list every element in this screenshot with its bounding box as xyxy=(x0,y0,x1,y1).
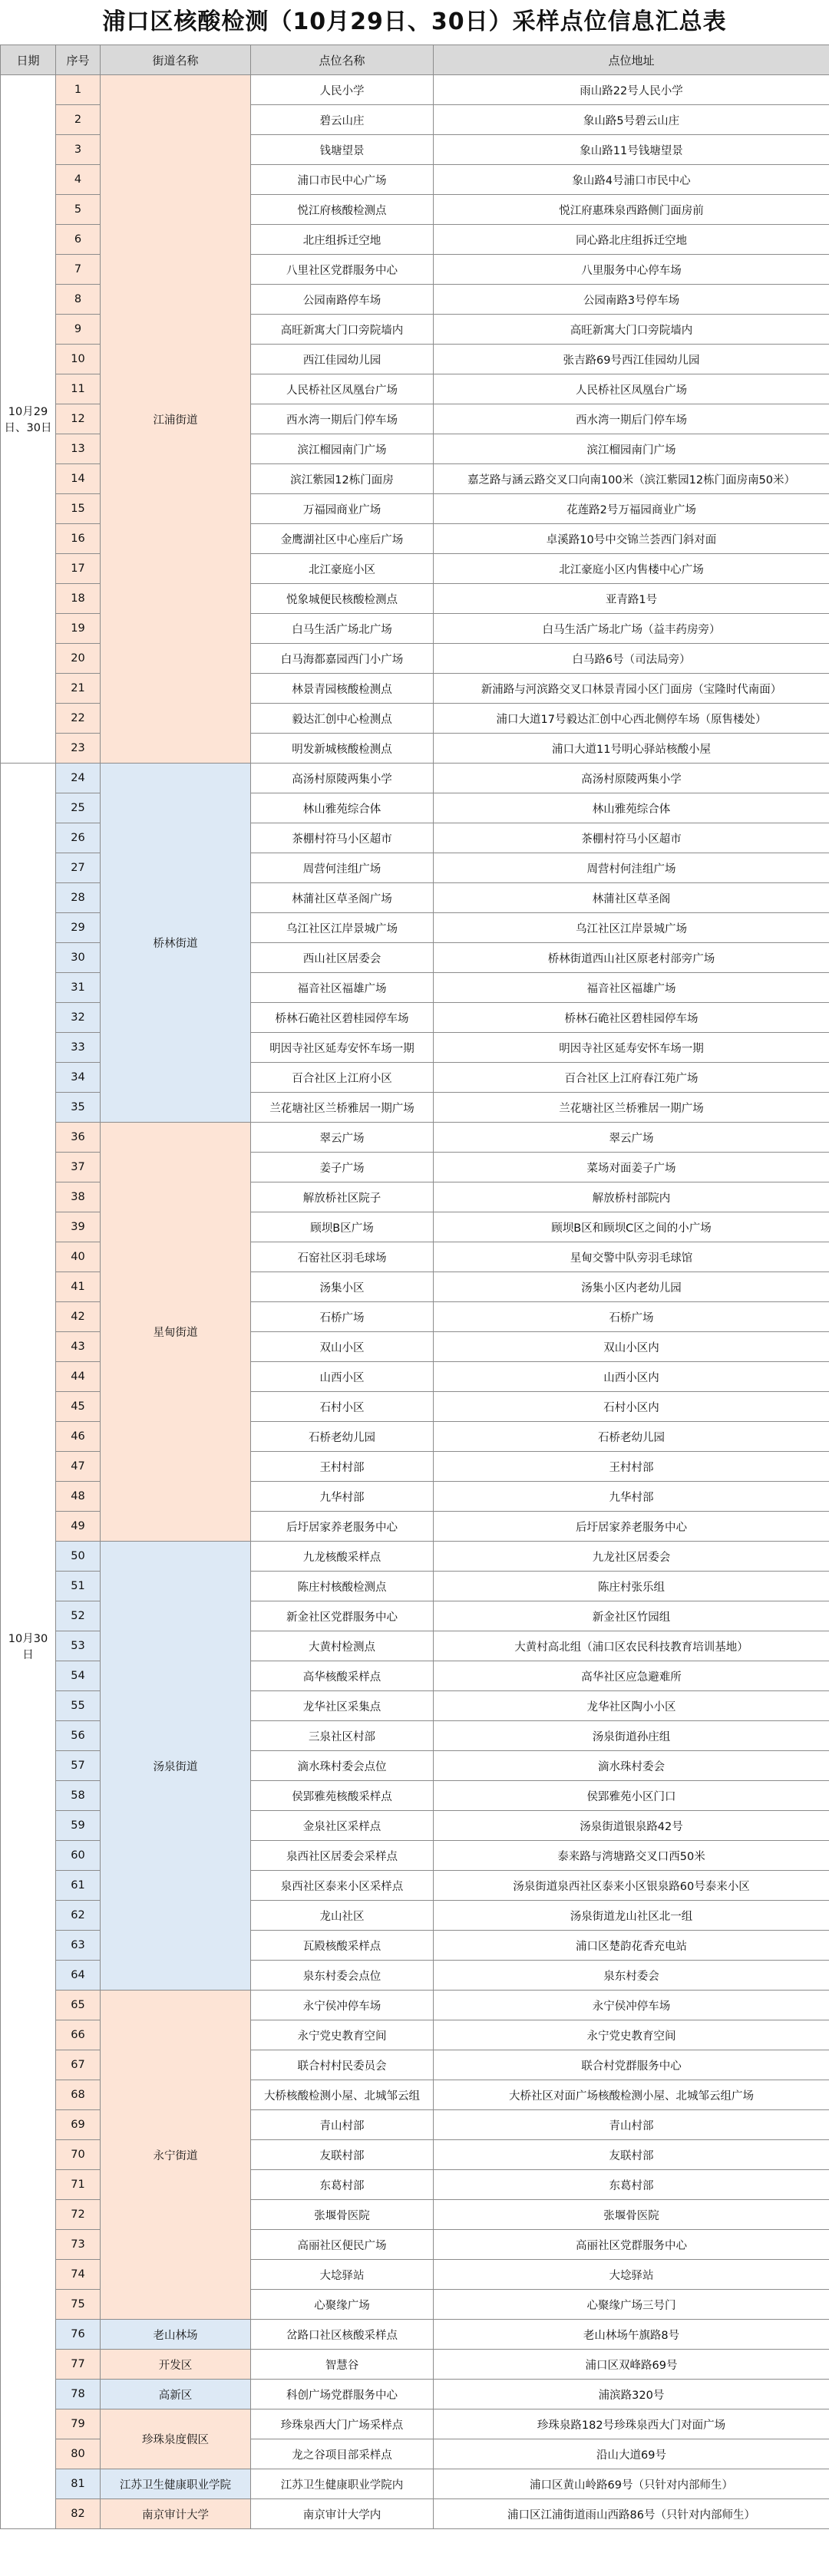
row-number: 39 xyxy=(56,1212,101,1242)
row-number: 7 xyxy=(56,255,101,285)
row-number: 58 xyxy=(56,1781,101,1811)
site-name-cell: 高汤村原陵两集小学 xyxy=(251,764,434,793)
row-number: 2 xyxy=(56,105,101,135)
site-address-cell: 王村村部 xyxy=(434,1452,829,1482)
site-address-cell: 福音社区福雄广场 xyxy=(434,973,829,1003)
site-name-cell: 双山小区 xyxy=(251,1332,434,1362)
header-addr: 点位地址 xyxy=(434,45,829,75)
site-name-cell: 南京审计大学内 xyxy=(251,2499,434,2529)
site-name-cell: 林蒲社区草圣阁广场 xyxy=(251,883,434,913)
site-address-cell: 菜场对面姜子广场 xyxy=(434,1153,829,1182)
row-number: 8 xyxy=(56,285,101,315)
site-address-cell: 林蒲社区草圣阁 xyxy=(434,883,829,913)
site-name-cell: 西山社区居委会 xyxy=(251,943,434,973)
row-number: 73 xyxy=(56,2230,101,2260)
row-number: 57 xyxy=(56,1751,101,1781)
row-number: 6 xyxy=(56,225,101,255)
site-name-cell: 永宁党史教育空间 xyxy=(251,2020,434,2050)
site-name-cell: 茶棚村符马小区超市 xyxy=(251,823,434,853)
site-name-cell: 林山雅苑综合体 xyxy=(251,793,434,823)
site-name-cell: 公园南路停车场 xyxy=(251,285,434,315)
row-number: 67 xyxy=(56,2050,101,2080)
site-address-cell: 新浦路与河滨路交叉口林景青园小区门面房（宝隆时代南面） xyxy=(434,674,829,704)
site-name-cell: 悦象城便民核酸检测点 xyxy=(251,584,434,614)
site-name-cell: 石桥广场 xyxy=(251,1302,434,1332)
row-number: 56 xyxy=(56,1721,101,1751)
site-name-cell: 石窑社区羽毛球场 xyxy=(251,1242,434,1272)
site-name-cell: 碧云山庄 xyxy=(251,105,434,135)
site-address-cell: 公园南路3号停车场 xyxy=(434,285,829,315)
site-address-cell: 石桥老幼儿园 xyxy=(434,1422,829,1452)
site-address-cell: 林山雅苑综合体 xyxy=(434,793,829,823)
site-name-cell: 北江豪庭小区 xyxy=(251,554,434,584)
row-number: 47 xyxy=(56,1452,101,1482)
row-number: 64 xyxy=(56,1961,101,1991)
street-name-cell: 南京审计大学 xyxy=(101,2499,251,2529)
row-number: 27 xyxy=(56,853,101,883)
row-number: 1 xyxy=(56,75,101,105)
row-number: 72 xyxy=(56,2200,101,2230)
table-row xyxy=(1,1991,829,2020)
site-name-cell: 山西小区 xyxy=(251,1362,434,1392)
row-number: 63 xyxy=(56,1931,101,1961)
row-number: 45 xyxy=(56,1392,101,1422)
site-address-cell: 泉东村委会 xyxy=(434,1961,829,1991)
header-no: 序号 xyxy=(56,45,101,75)
site-name-cell: 明发新城核酸检测点 xyxy=(251,734,434,764)
row-number: 41 xyxy=(56,1272,101,1302)
page-title: 浦口区核酸检测（10月29日、30日）采样点位信息汇总表 xyxy=(102,8,727,35)
site-address-cell: 悦江府惠珠泉西路侧门面房前 xyxy=(434,195,829,225)
street-name-cell: 汤泉街道 xyxy=(101,1542,251,1991)
row-number: 22 xyxy=(56,704,101,734)
site-name-cell: 悦江府核酸检测点 xyxy=(251,195,434,225)
site-name-cell: 永宁侯冲停车场 xyxy=(251,1991,434,2020)
row-number: 50 xyxy=(56,1542,101,1572)
site-address-cell: 大桥社区对面广场核酸检测小屋、北城邹云组广场 xyxy=(434,2080,829,2110)
row-number: 78 xyxy=(56,2380,101,2409)
site-name-cell: 滨江榴园南门广场 xyxy=(251,434,434,464)
row-number: 18 xyxy=(56,584,101,614)
site-name-cell: 毅达汇创中心检测点 xyxy=(251,704,434,734)
site-name-cell: 万福园商业广场 xyxy=(251,494,434,524)
site-address-cell: 花莲路2号万福园商业广场 xyxy=(434,494,829,524)
site-name-cell: 瓦殿核酸采样点 xyxy=(251,1931,434,1961)
site-address-cell: 滴水珠村委会 xyxy=(434,1751,829,1781)
site-name-cell: 福音社区福雄广场 xyxy=(251,973,434,1003)
site-name-cell: 九华村部 xyxy=(251,1482,434,1512)
row-number: 38 xyxy=(56,1182,101,1212)
site-name-cell: 白马生活广场北广场 xyxy=(251,614,434,644)
row-number: 24 xyxy=(56,764,101,793)
site-name-cell: 心聚缘广场 xyxy=(251,2290,434,2320)
site-address-cell: 百合社区上江府春江苑广场 xyxy=(434,1063,829,1093)
row-number: 42 xyxy=(56,1302,101,1332)
header-date: 日期 xyxy=(1,45,56,75)
site-name-cell: 顾坝B区广场 xyxy=(251,1212,434,1242)
site-name-cell: 三泉社区村部 xyxy=(251,1721,434,1751)
site-name-cell: 岔路口社区核酸采样点 xyxy=(251,2320,434,2350)
site-address-cell: 浦口区江浦街道雨山西路86号（只针对内部师生） xyxy=(434,2499,829,2529)
site-name-cell: 泉西社区居委会采样点 xyxy=(251,1841,434,1871)
row-number: 80 xyxy=(56,2439,101,2469)
row-number: 3 xyxy=(56,135,101,165)
row-number: 36 xyxy=(56,1123,101,1153)
site-name-cell: 东葛村部 xyxy=(251,2170,434,2200)
site-address-cell: 陈庄村张乐组 xyxy=(434,1572,829,1601)
site-name-cell: 滨江紫园12栋门面房 xyxy=(251,464,434,494)
site-address-cell: 滨江榴园南门广场 xyxy=(434,434,829,464)
row-number: 52 xyxy=(56,1601,101,1631)
site-address-cell: 大埝驿站 xyxy=(434,2260,829,2290)
site-name-cell: 侯郢雅苑核酸采样点 xyxy=(251,1781,434,1811)
site-name-cell: 科创广场党群服务中心 xyxy=(251,2380,434,2409)
site-name-cell: 林景青园核酸检测点 xyxy=(251,674,434,704)
row-number: 81 xyxy=(56,2469,101,2499)
site-address-cell: 星甸交警中队旁羽毛球馆 xyxy=(434,1242,829,1272)
row-number: 46 xyxy=(56,1422,101,1452)
site-address-cell: 北江豪庭小区内售楼中心广场 xyxy=(434,554,829,584)
row-number: 32 xyxy=(56,1003,101,1033)
site-address-cell: 浦滨路320号 xyxy=(434,2380,829,2409)
sampling-sites-table xyxy=(0,45,829,2529)
row-number: 35 xyxy=(56,1093,101,1123)
site-name-cell: 解放桥社区院子 xyxy=(251,1182,434,1212)
street-name-cell: 永宁街道 xyxy=(101,1991,251,2320)
site-address-cell: 西水湾一期后门停车场 xyxy=(434,404,829,434)
row-number: 53 xyxy=(56,1631,101,1661)
site-name-cell: 龙山社区 xyxy=(251,1901,434,1931)
site-address-cell: 白马路6号（司法局旁） xyxy=(434,644,829,674)
header-name: 点位名称 xyxy=(251,45,434,75)
site-address-cell: 永宁党史教育空间 xyxy=(434,2020,829,2050)
row-number: 77 xyxy=(56,2350,101,2380)
site-address-cell: 侯郢雅苑小区门口 xyxy=(434,1781,829,1811)
site-name-cell: 兰花塘社区兰桥雅居一期广场 xyxy=(251,1093,434,1123)
row-number: 40 xyxy=(56,1242,101,1272)
site-name-cell: 陈庄村核酸检测点 xyxy=(251,1572,434,1601)
row-number: 68 xyxy=(56,2080,101,2110)
site-address-cell: 桥林街道西山社区原老村部旁广场 xyxy=(434,943,829,973)
site-address-cell: 浦口区双峰路69号 xyxy=(434,2350,829,2380)
row-number: 48 xyxy=(56,1482,101,1512)
site-address-cell: 象山路11号钱塘望景 xyxy=(434,135,829,165)
date-cell: 10月30日 xyxy=(1,764,56,2529)
row-number: 79 xyxy=(56,2409,101,2439)
street-name-cell: 江浦街道 xyxy=(101,75,251,764)
row-number: 60 xyxy=(56,1841,101,1871)
site-name-cell: 新金社区党群服务中心 xyxy=(251,1601,434,1631)
site-address-cell: 桥林石硊社区碧桂园停车场 xyxy=(434,1003,829,1033)
row-number: 28 xyxy=(56,883,101,913)
row-number: 65 xyxy=(56,1991,101,2020)
site-name-cell: 汤集小区 xyxy=(251,1272,434,1302)
table-row xyxy=(1,2350,829,2380)
site-name-cell: 泉东村委会点位 xyxy=(251,1961,434,1991)
table-row xyxy=(1,2469,829,2499)
site-address-cell: 友联村部 xyxy=(434,2140,829,2170)
site-address-cell: 珍珠泉路182号珍珠泉西大门对面广场 xyxy=(434,2409,829,2439)
site-address-cell: 浦口区楚韵花香充电站 xyxy=(434,1931,829,1961)
street-name-cell: 老山林场 xyxy=(101,2320,251,2350)
row-number: 34 xyxy=(56,1063,101,1093)
site-address-cell: 张吉路69号西江佳园幼儿园 xyxy=(434,345,829,374)
site-address-cell: 高汤村原陵两集小学 xyxy=(434,764,829,793)
row-number: 82 xyxy=(56,2499,101,2529)
site-name-cell: 浦口市民中心广场 xyxy=(251,165,434,195)
row-number: 43 xyxy=(56,1332,101,1362)
site-address-cell: 雨山路22号人民小学 xyxy=(434,75,829,105)
row-number: 9 xyxy=(56,315,101,345)
site-name-cell: 乌江社区江岸景城广场 xyxy=(251,913,434,943)
site-address-cell: 张堰骨医院 xyxy=(434,2200,829,2230)
site-name-cell: 周营何洼组广场 xyxy=(251,853,434,883)
table-row xyxy=(1,764,829,793)
site-address-cell: 同心路北庄组拆迁空地 xyxy=(434,225,829,255)
site-address-cell: 浦口区黄山岭路69号（只针对内部师生） xyxy=(434,2469,829,2499)
site-address-cell: 汤泉街道银泉路42号 xyxy=(434,1811,829,1841)
site-address-cell: 沿山大道69号 xyxy=(434,2439,829,2469)
site-address-cell: 永宁侯冲停车场 xyxy=(434,1991,829,2020)
site-address-cell: 人民桥社区凤凰台广场 xyxy=(434,374,829,404)
site-name-cell: 九龙核酸采样点 xyxy=(251,1542,434,1572)
site-name-cell: 联合村村民委员会 xyxy=(251,2050,434,2080)
site-address-cell: 象山路5号碧云山庄 xyxy=(434,105,829,135)
row-number: 11 xyxy=(56,374,101,404)
street-name-cell: 珍珠泉度假区 xyxy=(101,2409,251,2469)
site-address-cell: 周营村何洼组广场 xyxy=(434,853,829,883)
site-name-cell: 人民桥社区凤凰台广场 xyxy=(251,374,434,404)
street-name-cell: 开发区 xyxy=(101,2350,251,2380)
row-number: 10 xyxy=(56,345,101,374)
row-number: 70 xyxy=(56,2140,101,2170)
site-name-cell: 金鹰湖社区中心座后广场 xyxy=(251,524,434,554)
street-name-cell: 桥林街道 xyxy=(101,764,251,1123)
table-row xyxy=(1,2320,829,2350)
site-name-cell: 石桥老幼儿园 xyxy=(251,1422,434,1452)
site-name-cell: 石村小区 xyxy=(251,1392,434,1422)
site-name-cell: 青山村部 xyxy=(251,2110,434,2140)
site-address-cell: 汤集小区内老幼儿园 xyxy=(434,1272,829,1302)
row-number: 49 xyxy=(56,1512,101,1542)
site-address-cell: 明因寺社区延寿安怀车场一期 xyxy=(434,1033,829,1063)
site-address-cell: 乌江社区江岸景城广场 xyxy=(434,913,829,943)
site-address-cell: 卓溪路10号中交锦兰荟西门斜对面 xyxy=(434,524,829,554)
site-name-cell: 西水湾一期后门停车场 xyxy=(251,404,434,434)
row-number: 51 xyxy=(56,1572,101,1601)
row-number: 21 xyxy=(56,674,101,704)
row-number: 26 xyxy=(56,823,101,853)
site-address-cell: 心聚缘广场三号门 xyxy=(434,2290,829,2320)
site-name-cell: 北庄组拆迁空地 xyxy=(251,225,434,255)
site-address-cell: 象山路4号浦口市民中心 xyxy=(434,165,829,195)
site-name-cell: 后圩居家养老服务中心 xyxy=(251,1512,434,1542)
site-address-cell: 汤泉街道龙山社区北一组 xyxy=(434,1901,829,1931)
site-address-cell: 白马生活广场北广场（益丰药房旁） xyxy=(434,614,829,644)
site-name-cell: 大黄村检测点 xyxy=(251,1631,434,1661)
site-name-cell: 姜子广场 xyxy=(251,1153,434,1182)
site-name-cell: 王村村部 xyxy=(251,1452,434,1482)
site-address-cell: 老山林场午旗路8号 xyxy=(434,2320,829,2350)
site-address-cell: 八里服务中心停车场 xyxy=(434,255,829,285)
row-number: 76 xyxy=(56,2320,101,2350)
table-body xyxy=(1,75,829,2529)
site-name-cell: 江苏卫生健康职业学院内 xyxy=(251,2469,434,2499)
site-name-cell: 高旺新寓大门口旁院墙内 xyxy=(251,315,434,345)
row-number: 69 xyxy=(56,2110,101,2140)
site-name-cell: 龙华社区采集点 xyxy=(251,1691,434,1721)
site-name-cell: 大埝驿站 xyxy=(251,2260,434,2290)
row-number: 66 xyxy=(56,2020,101,2050)
row-number: 17 xyxy=(56,554,101,584)
site-address-cell: 大黄村高北组（浦口区农民科技教育培训基地） xyxy=(434,1631,829,1661)
table-row xyxy=(1,2380,829,2409)
site-name-cell: 龙之谷项目部采样点 xyxy=(251,2439,434,2469)
site-name-cell: 西江佳园幼儿园 xyxy=(251,345,434,374)
site-address-cell: 龙华社区陶小小区 xyxy=(434,1691,829,1721)
row-number: 37 xyxy=(56,1153,101,1182)
row-number: 62 xyxy=(56,1901,101,1931)
site-name-cell: 高丽社区便民广场 xyxy=(251,2230,434,2260)
row-number: 44 xyxy=(56,1362,101,1392)
site-address-cell: 九华村部 xyxy=(434,1482,829,1512)
site-name-cell: 翠云广场 xyxy=(251,1123,434,1153)
row-number: 74 xyxy=(56,2260,101,2290)
row-number: 15 xyxy=(56,494,101,524)
street-name-cell: 高新区 xyxy=(101,2380,251,2409)
table-row xyxy=(1,2499,829,2529)
site-address-cell: 顾坝B区和顾坝C区之间的小广场 xyxy=(434,1212,829,1242)
date-cell: 10月29日、30日 xyxy=(1,75,56,764)
site-name-cell: 大桥核酸检测小屋、北城邹云组 xyxy=(251,2080,434,2110)
row-number: 5 xyxy=(56,195,101,225)
site-address-cell: 兰花塘社区兰桥雅居一期广场 xyxy=(434,1093,829,1123)
row-number: 29 xyxy=(56,913,101,943)
table-row xyxy=(1,2409,829,2439)
row-number: 20 xyxy=(56,644,101,674)
street-name-cell: 江苏卫生健康职业学院 xyxy=(101,2469,251,2499)
street-name-cell: 星甸街道 xyxy=(101,1123,251,1542)
row-number: 59 xyxy=(56,1811,101,1841)
site-name-cell: 友联村部 xyxy=(251,2140,434,2170)
site-name-cell: 白马海都嘉园西门小广场 xyxy=(251,644,434,674)
site-address-cell: 山西小区内 xyxy=(434,1362,829,1392)
site-name-cell: 桥林石硊社区碧桂园停车场 xyxy=(251,1003,434,1033)
row-number: 75 xyxy=(56,2290,101,2320)
row-number: 30 xyxy=(56,943,101,973)
site-address-cell: 后圩居家养老服务中心 xyxy=(434,1512,829,1542)
site-name-cell: 滴水珠村委会点位 xyxy=(251,1751,434,1781)
site-address-cell: 高旺新寓大门口旁院墙内 xyxy=(434,315,829,345)
row-number: 25 xyxy=(56,793,101,823)
row-number: 16 xyxy=(56,524,101,554)
row-number: 12 xyxy=(56,404,101,434)
site-address-cell: 新金社区竹园组 xyxy=(434,1601,829,1631)
site-address-cell: 双山小区内 xyxy=(434,1332,829,1362)
row-number: 33 xyxy=(56,1033,101,1063)
site-address-cell: 解放桥村部院内 xyxy=(434,1182,829,1212)
site-address-cell: 高华社区应急避难所 xyxy=(434,1661,829,1691)
site-name-cell: 金泉社区采样点 xyxy=(251,1811,434,1841)
row-number: 55 xyxy=(56,1691,101,1721)
site-address-cell: 东葛村部 xyxy=(434,2170,829,2200)
site-address-cell: 泰来路与湾塘路交叉口西50米 xyxy=(434,1841,829,1871)
site-name-cell: 百合社区上江府小区 xyxy=(251,1063,434,1093)
row-number: 71 xyxy=(56,2170,101,2200)
row-number: 19 xyxy=(56,614,101,644)
header-street: 街道名称 xyxy=(101,45,251,75)
site-address-cell: 浦口大道17号毅达汇创中心西北侧停车场（原售楼处） xyxy=(434,704,829,734)
site-address-cell: 联合村党群服务中心 xyxy=(434,2050,829,2080)
site-address-cell: 翠云广场 xyxy=(434,1123,829,1153)
site-address-cell: 亚青路1号 xyxy=(434,584,829,614)
site-address-cell: 嘉芝路与涵云路交叉口向南100米（滨江紫园12栋门面房南50米） xyxy=(434,464,829,494)
site-name-cell: 泉西社区泰来小区采样点 xyxy=(251,1871,434,1901)
site-name-cell: 八里社区党群服务中心 xyxy=(251,255,434,285)
table-row xyxy=(1,75,829,105)
site-address-cell: 茶棚村符马小区超市 xyxy=(434,823,829,853)
table-row xyxy=(1,1542,829,1572)
site-name-cell: 智慧谷 xyxy=(251,2350,434,2380)
site-address-cell: 汤泉街道孙庄组 xyxy=(434,1721,829,1751)
row-number: 61 xyxy=(56,1871,101,1901)
site-address-cell: 浦口大道11号明心驿站核酸小屋 xyxy=(434,734,829,764)
row-number: 54 xyxy=(56,1661,101,1691)
site-name-cell: 人民小学 xyxy=(251,75,434,105)
site-name-cell: 珍珠泉西大门广场采样点 xyxy=(251,2409,434,2439)
site-address-cell: 青山村部 xyxy=(434,2110,829,2140)
site-address-cell: 高丽社区党群服务中心 xyxy=(434,2230,829,2260)
table-header-row xyxy=(1,45,829,75)
row-number: 23 xyxy=(56,734,101,764)
site-address-cell: 九龙社区居委会 xyxy=(434,1542,829,1572)
site-address-cell: 汤泉街道泉西社区泰来小区银泉路60号泰来小区 xyxy=(434,1871,829,1901)
row-number: 31 xyxy=(56,973,101,1003)
site-address-cell: 石桥广场 xyxy=(434,1302,829,1332)
site-address-cell: 石村小区内 xyxy=(434,1392,829,1422)
row-number: 14 xyxy=(56,464,101,494)
row-number: 4 xyxy=(56,165,101,195)
site-name-cell: 张堰骨医院 xyxy=(251,2200,434,2230)
table-row xyxy=(1,1123,829,1153)
row-number: 13 xyxy=(56,434,101,464)
site-name-cell: 高华核酸采样点 xyxy=(251,1661,434,1691)
site-name-cell: 钱塘望景 xyxy=(251,135,434,165)
site-name-cell: 明因寺社区延寿安怀车场一期 xyxy=(251,1033,434,1063)
